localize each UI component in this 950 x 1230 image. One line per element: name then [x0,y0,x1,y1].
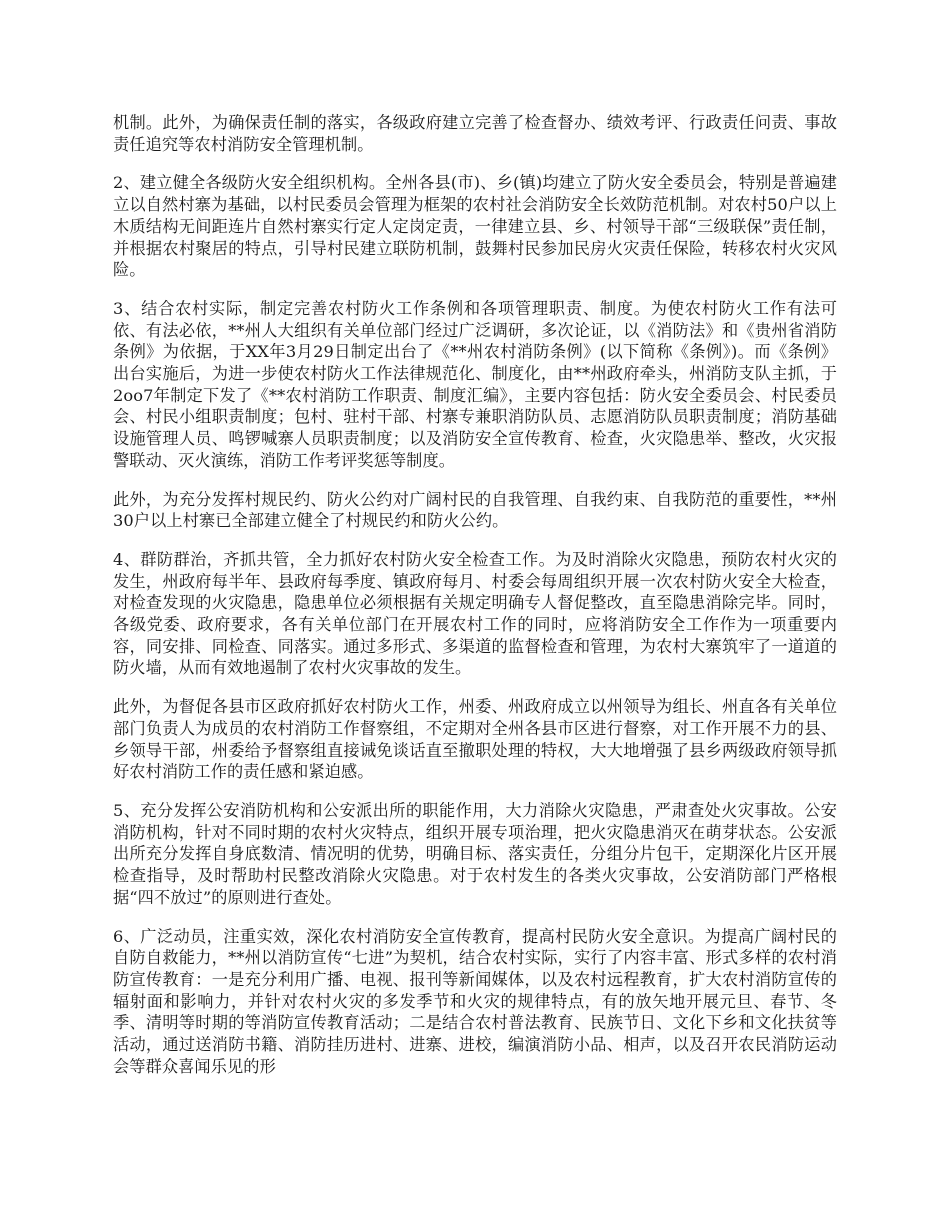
document-body [113,112,837,1094]
paragraph-item-6-education: 6、广泛动员，注重实效，深化农村消防安全宣传教育，提高村民防火安全意识。为提高广阔村民的自防自救能力，**州以消防宣传“七进”为契机，结合农村实际，实行了内容丰富、形式多样的农村消防宣传教育：一是充分利用广播、电视、报刊等新闻媒体，以及农村远程教育，扩大农村消防宣传的辐射面和影响力，并针对农村火灾的多发季节和火灾的规律特点，有的放矢地开展元旦、春节、冬季、清明等时期的等消防宣传教育活动；二是结合农村普法教育、民族节日、文化下乡和文化扶贫等活动，通过送消防书籍、消防挂历进村、进寨、进校，编演消防小品、相声，以及召开农民消防运动会等群众喜闻乐见的形 [113,926,837,1076]
paragraph-item-2-organization: 2、建立健全各级防火安全组织机构。全州各县(市)、乡(镇)均建立了防火安全委员会，特别是普遍建立以自然村寨为基础，以村民委员会管理为框架的农村社会消防安全长效防范机制。对农村50户以上木质结构无间距连片自然村寨实行定人定岗定责，一律建立县、乡、村领导干部“三级联保”责任制，并根据农村聚居的特点，引导村民建立联防机制，鼓舞村民参加民房火灾责任保险，转移农村火灾风险。 [113,173,837,280]
paragraph-item-4-inspection: 4、群防群治，齐抓共管，全力抓好农村防火安全检查工作。为及时消除火灾隐患，预防农村火灾的发生，州政府每半年、县政府每季度、镇政府每月、村委会每周组织开展一次农村防火安全大检查，对检查发现的火灾隐患，隐患单位必须根据有关规定明确专人督促整改，直至隐患消除完毕。同时，各级党委、政府要求，各有关单位部门在开展农村工作的同时，应将消防安全工作作为一项重要内容，同安排、同检查、同落实。通过多形式、多渠道的监督检查和管理，为农村大寨筑牢了一道道的防火墙，从而有效地遏制了农村火灾事故的发生。 [113,549,837,678]
paragraph-item-3-regulations: 3、结合农村实际，制定完善农村防火工作条例和各项管理职责、制度。为使农村防火工作有法可依、有法必依，**州人大组织有关单位部门经过广泛调研，多次论证，以《消防法》和《贵州省消防条例》为依据，于XX年3月29日制定出台了《**州农村消防条例》(以下简称《条例》)。而《条例》出台实施后，为进一步使农村防火工作法律规范化、制度化，由**州政府牵头，州消防支队主抓，于2oo7年制定下发了《**农村消防工作职责、制度汇编》，主要内容包括：防火安全委员会、村民委员会、村民小组职责制度；包村、驻村干部、村寨专兼职消防队员、志愿消防队员职责制度；消防基础设施管理人员、鸣锣喊寨人员职责制度；以及消防安全宣传教育、检查，火灾隐患举、整改，火灾报警联动、灭火演练，消防工作考评奖惩等制度。 [113,298,837,470]
paragraph-village-rules: 此外，为充分发挥村规民约、防火公约对广阔村民的自我管理、自我约束、自我防范的重要性，**州30户以上村寨已全部建立健全了村规民约和防火公约。 [113,489,837,531]
paragraph-supervision-team: 此外，为督促各县市区政府抓好农村防火工作，州委、州政府成立以州领导为组长、州直各有关单位部门负责人为成员的农村消防工作督察组，不定期对全州各县市区进行督察，对工作开展不力的县、乡领导干部，州委给予督察组直接诫免谈话直至撤职处理的特权，大大地增强了县乡两级政府领导抓好农村消防工作的责任感和紧迫感。 [113,697,837,782]
paragraph-responsibility-mechanism: 机制。此外，为确保责任制的落实，各级政府建立完善了检查督办、绩效考评、行政责任问责、事故责任追究等农村消防安全管理机制。 [113,113,837,154]
paragraph-item-5-police: 5、充分发挥公安消防机构和公安派出所的职能作用，大力消除火灾隐患，严肃查处火灾事故。公安消防机构，针对不同时期的农村火灾特点，组织开展专项治理，把火灾隐患消灭在萌芽状态。公安派出所充分发挥自身底数清、情况明的优势，明确目标、落实责任，分组分片包干，定期深化片区开展检查指导，及时帮助村民整改消除火灾隐患。对于农村发生的各类火灾事故，公安消防部门严格根据“四不放过”的原则进行查处。 [113,800,837,907]
